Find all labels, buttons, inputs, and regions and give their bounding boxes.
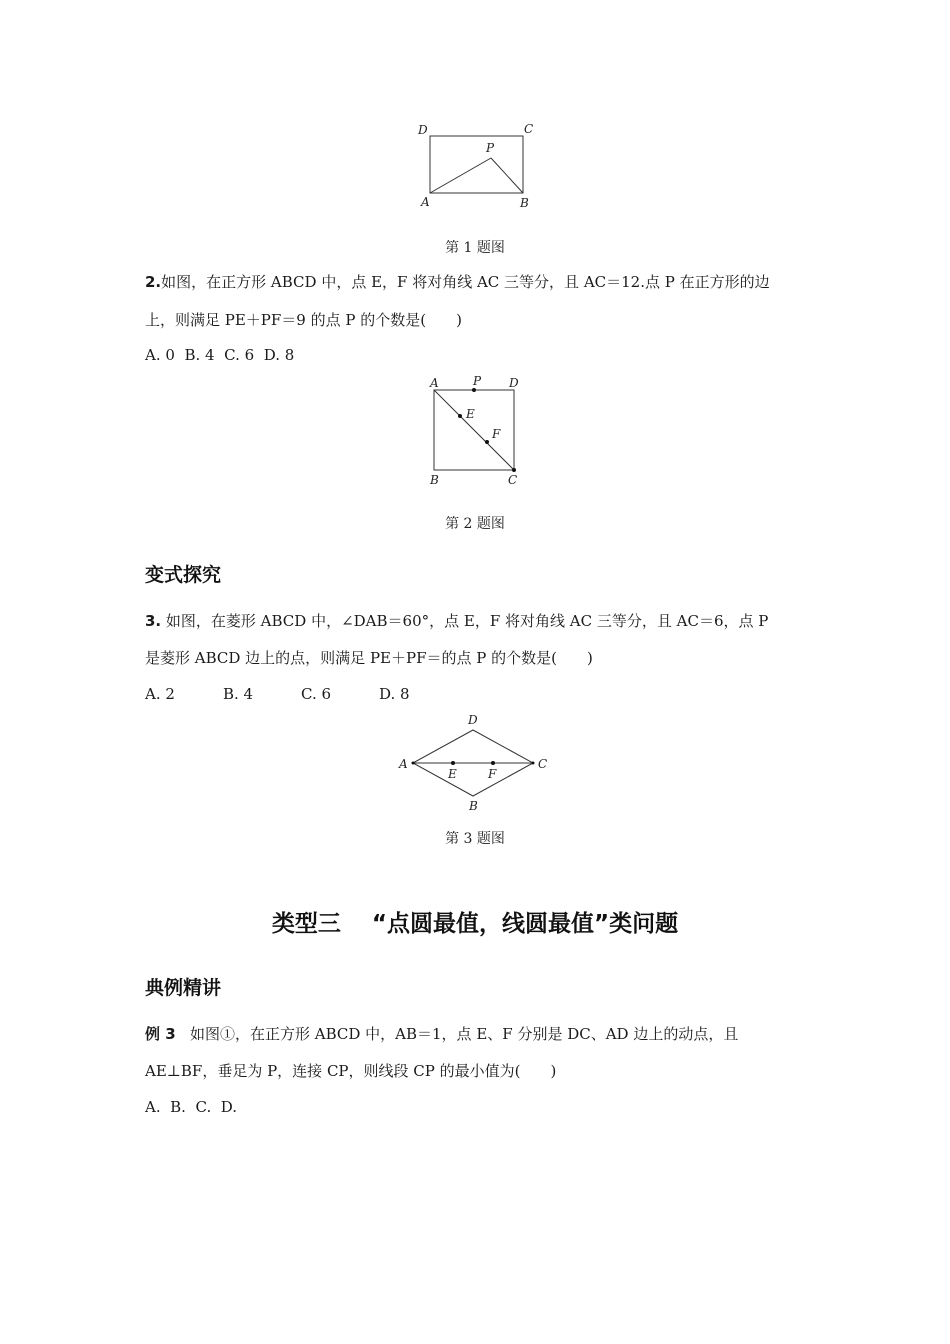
question-2-number: 2. bbox=[145, 273, 162, 291]
example-3-line-2: AE⊥BF，垂足为 P，连接 CP，则线段 CP 的最小值为( ) bbox=[145, 1062, 557, 1080]
option-b: B. 4 bbox=[223, 685, 254, 703]
option-b: B. 4 bbox=[184, 346, 215, 364]
label-a: A bbox=[421, 195, 430, 209]
question-2-text-1: 如图，在正方形 ABCD 中，点 E，F 将对角线 AC 三等分，且 AC＝12.点 P 在正方形的边 bbox=[161, 273, 770, 291]
figure-3-caption: 第 3 题图 bbox=[445, 831, 505, 847]
example-3-label: 例 3 bbox=[145, 1025, 176, 1043]
question-3-line-2: 是菱形 ABCD 边上的点，则满足 PE＋PF＝的点 P 的个数是( ) bbox=[145, 649, 593, 667]
label-b: B bbox=[520, 196, 529, 210]
label-c: C bbox=[538, 757, 548, 771]
type-three-title: 类型三 “点圆最值，线圆最值”类问题 bbox=[271, 911, 679, 937]
question-2-line-2: 上，则满足 PE＋PF＝9 的点 P 的个数是( ) bbox=[145, 311, 462, 329]
label-a: A bbox=[399, 757, 408, 771]
option-d: D. 8 bbox=[263, 346, 295, 364]
label-b: B bbox=[469, 799, 478, 813]
question-2-options bbox=[145, 345, 815, 365]
label-f: F bbox=[492, 427, 501, 441]
example-3-text-1: 如图①，在正方形 ABCD 中，AB＝1，点 E、F 分别是 DC、AD 边上的动点，且 bbox=[189, 1025, 739, 1043]
figure-1-caption: 第 1 题图 bbox=[445, 240, 505, 256]
figure-2-diagram bbox=[420, 372, 535, 487]
question-3-number: 3. bbox=[145, 612, 162, 630]
option-a: A. 0 bbox=[145, 346, 175, 364]
label-d: D bbox=[509, 376, 519, 390]
option-a: A. bbox=[145, 1098, 161, 1116]
label-e: E bbox=[466, 407, 475, 421]
label-b: B bbox=[430, 473, 439, 487]
section-title-examples: 典例精讲 bbox=[145, 977, 222, 999]
label-d: D bbox=[468, 713, 478, 727]
figure-3-diagram bbox=[395, 710, 555, 815]
label-d: D bbox=[418, 123, 428, 137]
option-c: C. 6 bbox=[301, 685, 332, 703]
option-b: B. bbox=[170, 1098, 186, 1116]
label-c: C bbox=[508, 473, 518, 487]
option-d: D. bbox=[220, 1098, 238, 1116]
example-3-line-1 bbox=[145, 1024, 815, 1044]
option-c: C. 6 bbox=[224, 346, 255, 364]
section-title-variant: 变式探究 bbox=[145, 564, 222, 586]
label-e: E bbox=[448, 767, 457, 781]
question-3-text-1: 如图，在菱形 ABCD 中，∠DAB＝60°，点 E，F 将对角线 AC 三等分，且 AC＝6，点 P bbox=[161, 612, 769, 630]
question-3-options bbox=[145, 684, 815, 704]
question-2-line-1 bbox=[145, 272, 815, 292]
question-3-line-1 bbox=[145, 611, 815, 631]
example-3-options bbox=[145, 1097, 815, 1117]
figure-2-caption: 第 2 题图 bbox=[445, 516, 505, 532]
option-d: D. 8 bbox=[379, 685, 410, 703]
label-p: P bbox=[486, 141, 495, 155]
option-a: A. 2 bbox=[145, 685, 175, 703]
label-c: C bbox=[524, 122, 534, 136]
label-a: A bbox=[430, 376, 439, 390]
label-p: P bbox=[473, 374, 482, 388]
option-c: C. bbox=[195, 1098, 212, 1116]
label-f: F bbox=[488, 767, 497, 781]
figure-1-diagram bbox=[410, 118, 540, 213]
